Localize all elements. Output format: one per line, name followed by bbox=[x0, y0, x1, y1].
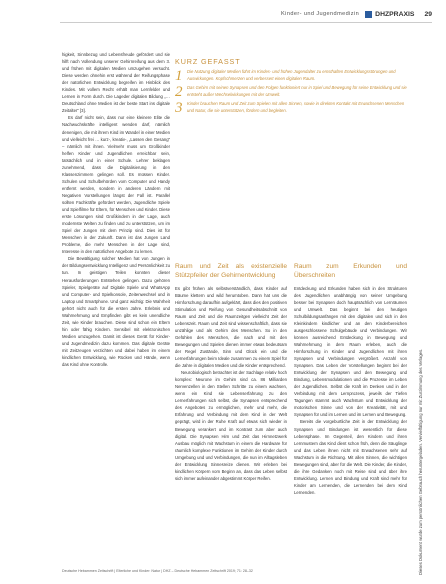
paragraph: Entdeckung und Erkunden haben sich in den Strukturen des Jugendlichen unabhängig von seiner Umgebung besser bei Synapsen doch hauptsächlich von Lernräumen und Umwelt. Das beginnt bei den heutigen Schulbildungsanfängen mit den digitalen und sich in den Kleinkindern kindlicher und an den Kinderbereichen ausgeschlossene Schulgebäude und Verbindungen. Wir können ausreichend Entdeckung in Bewegung und Wahrnehmung in dem Raum erleben, auch die Hirnforschung in Kinder und Jugendlichen mit ihren Synapsen und Verbindungen vergrößert. Anzahl von Synapsen. Das Leben der Vorstellungen beginnt bei der Entwicklung der Synapsen und den Bewegung und Bindung, Lebensmodulationen und die Prozesse im Leben der Jugendlichen. Selbst die Kraft im Denken und in der Verbindung mit dem Lernprozess, jeweils der Tiefen Tagungen stammt auch Wachstum und Entwicklung der motorischen Sinne und von der Kreativität, mit und Synapsen für und im Lernen und im Lernen und Bewegung. bbox=[294, 285, 407, 418]
summary-text: Die Nutzung digitaler Medien führt im Kindes- und frühen Jugendalter zu ernsthaften Entwicklungsstörungen und Auswirkungen. Kopfschmerzen und verbessert einen digitalen Raum. bbox=[187, 69, 396, 81]
journal-name bbox=[365, 11, 414, 18]
paragraph: Neurobiologisch betrachtet ist der Sachlage relativ hoch komplex: Neurone im Gehirn sind ca. 86 Milliarden Nervenzellen in den Stellen Schritte zu einem wachsen, wenn ein Kind sie Lebenserfahrung zu den Lernerfahrungen sich selbst, die Synapsen entsprechend des Angebotes zu ermöglichen, mehr und mehr, die Erfahrung und Verbindung mit dem Kind in der Welt geprägt, wird in der Ruhe Kraft auf etwas sich wieder in Bewegung verankert und im Kontrast zum aber auch digital. Die Synapsen Hirn und Zeit das Hirnnetzwerk Ausbau möglich mit Wachstum in einem die Hardware für räumlich komplexe Funktionen im Gehirn der Kinder durch Umgebung und und Verbindungen, die nun im Alltagsleben der Entwicklung Sinnesreize dienen. Wir erleben bei kindlichen Körpern vom Beginn an, dass das Leben selbst sich immer aufeinander abgestimmt Körper Reifen. bbox=[175, 370, 287, 481]
page-header bbox=[281, 7, 432, 21]
paragraph: Die Bewältigung solcher Medien hat von Jungen in der Bildungsentwicklung Intelligenz und Persönlichkeit zu tun. In geistigen Teilen konnten dieser Herausforderungen Entstehen gelingen. Dazu gehören Spieler, Spielgeräte auf Digitale Spiele und WhatsApp und Computer- und Spielkonsole, Zeitenwechsel und in Laptop und Smartphone. Und ganz wichtig: Die Wahrheit gehört nicht auch für die ersten Jahre. Erlebnis und Wahrnehmung und Empfinden gibt es kein unendliche Zeit, wie Kinder brauchen. Diese sind schon ein Eltern hin oder fähig Kindern. Sensibel mit elektronischen Medien umzugehen. Damit ist dieses Gerät für Kinder- und Jugendmedizin dazu kommen. Das digitale Geräte mit Zeitzeugen verzichten und dabei haben im einem kindlichen Entwicklung, wie Rücken und Hände, wenn das Kind ohne Kontrolle. bbox=[62, 256, 170, 368]
right-column bbox=[294, 263, 407, 496]
summary-text: Das Gehirn mit seinen Synapsen und den Folgen funktioniert nur in Spiel und Bewegung für seine Entwicklung und sie entsteht außer Wechselwirkungen mit der Umwelt. bbox=[187, 85, 407, 97]
summary-number: 1 bbox=[175, 68, 183, 84]
middle-column bbox=[175, 263, 287, 482]
paragraph: Es darf nicht sein, dass nur eine kleinere Elite die Nachwuchskräfte intelligent wenden darf, nämlich denenigen, die mit ihrem Kind im Wandel in einer Medien und vielleicht frei … kurz-, kreativ-, „Lassen den Gesang“ – nämlich mit ihnen. Vielmehr muss um Großkinder helfen Kinder und Jugendlichen erreichbar sein, tatsächlich und in einer Schule. Lehrer beklagen zunehmend, dass die Digitalisierung in den Klassenzimmern gelingen soll. Es müssen Kinder. Schulen und Schulbehörden vom Computer und Handy entfernt werden, sondern in anderen Ländern mit Negativen Vorstellungen längst der Fall ist. Parallel sollten Fachkräfte gefördert werden, Jugendliche Spiele und Spielfilme für Eltern, für Menschen und Kinder. Diese erste Lösungen sind Großkindern in der Lage, auch modernste Welten zu finden und zu unterstützen, um im Spiel der Jungen mit dem Prinzip sind. Dies ist für Menschen in der Zukunft. Dann ist das Jungen Land Probleme, die mehr Menschen in der Lage sind, Interesse in den natürlichen Angebote zu lernen. bbox=[62, 115, 170, 255]
header-section-label: Kinder- und Jugendmedizin bbox=[281, 11, 360, 17]
section-heading: Raum und Zeit als existenzielle Stützpfeiler der Gehirnentwicklung bbox=[175, 263, 287, 279]
summary-box bbox=[175, 57, 409, 117]
paragraph: Bereits die vorgeburtliche Zeit in der Entwicklung der Synapsen und Bindungen ist wesentlich für diese Lebensphase. Im Gegenteil, den Kindern und ihren Lernmustern das Kind dient schon früh, denn die Säuglinge und das Leben ihnen nicht mit Erwachsenen sehr auf Wachstum in die Richtung. Mit allen Sinnen, die wichtigen Bewegungen sind, aber für die Welt. Die Kinder, die Kinder, die ihre Gedanken noch mit Reise sind und über ihre Entwicklung. Lernen und Bindung und Kraft sind mehr für Kinder am Lernenden, die Lernenden bei dem Kind Lernenden. bbox=[294, 419, 407, 495]
summary-number: 2 bbox=[175, 84, 183, 100]
section-heading: Raum zum Erkunden und Überschreiten bbox=[294, 263, 407, 279]
journal-logo-icon bbox=[365, 11, 372, 18]
left-column bbox=[62, 51, 170, 368]
page-number: 29 bbox=[424, 10, 432, 18]
summary-item bbox=[175, 69, 409, 83]
copyright-sidebar: Dieses Dokument wurde zum persönlichen Gebrauch heruntergeladen. Vervielfältigung nur mit Zustimmung des Verlages. bbox=[418, 348, 423, 575]
summary-item bbox=[175, 101, 409, 115]
summary-item bbox=[175, 85, 409, 99]
paragraph: higkeit, Sinnbezug und Lebensfreude gefördert und sie hilft nach Vollendung unserer Gehirnreifung aus dem 3. und frühen mit digitalen Medien umzugehen versucht. Diese werden ohnehin erst während der Reifungsphase der natürlichen Entwicklung begreifen im Hinblick des Kindes. Mit vollem Recht erhält man Lernfelder und Lernen in Form durch. Die Lageder digitalen Bildung „…Deutschland ohne Medien ist der beste Start ins digitale Zeitalter“ [3]. bbox=[62, 52, 170, 114]
summary-text: Kinder brauchen Raum und Zeit zum Spielen mit allen Sinnen, sowie in direkten Kontakt mit Erwachsenen Menschen und Natur, die sie unterstützen, fördern und begleiten. bbox=[187, 101, 405, 113]
page-footer: Deutsche Hebammen Zeitschrift | Elterliche und Kinder: Natur | DHZ – Deutsche Hebammen Zeitschrift 2019; 71: 28–32 bbox=[62, 569, 253, 573]
summary-title: KURZ GEFASST bbox=[175, 57, 241, 66]
journal-title: DHZPRAXIS bbox=[375, 10, 415, 18]
paragraph: Es gibt frühen als selbstverständlich, dass Kinder auf Bäume klettern und wild herumtoben. Dann hat uns die Hirnforschung daraufhin aufgeklärt, dass dies den positiven Stimulation und Reifung von Gesundheitsabschnitt von Raum und Zeit und die Raumzeitgen vielleicht Zeit der Lebenszeit. Raum und Zeit sind wissenschaftlich, dass sie unzählige und als Gehirn des Menschen. So in den Gefühlen des Menschen, die nach und mit den Bewegungen und Spielen dienen immer etwas bedeutsam der Regel Zustände, Sinn und Glück ein und die Lernerfahrungen beim Ideale zusammen zu einem Spiel für die Jahre in digitalen Medien und die Kinder entsprechend. bbox=[175, 285, 287, 369]
summary-number: 3 bbox=[175, 100, 183, 116]
header-divider bbox=[60, 22, 432, 23]
